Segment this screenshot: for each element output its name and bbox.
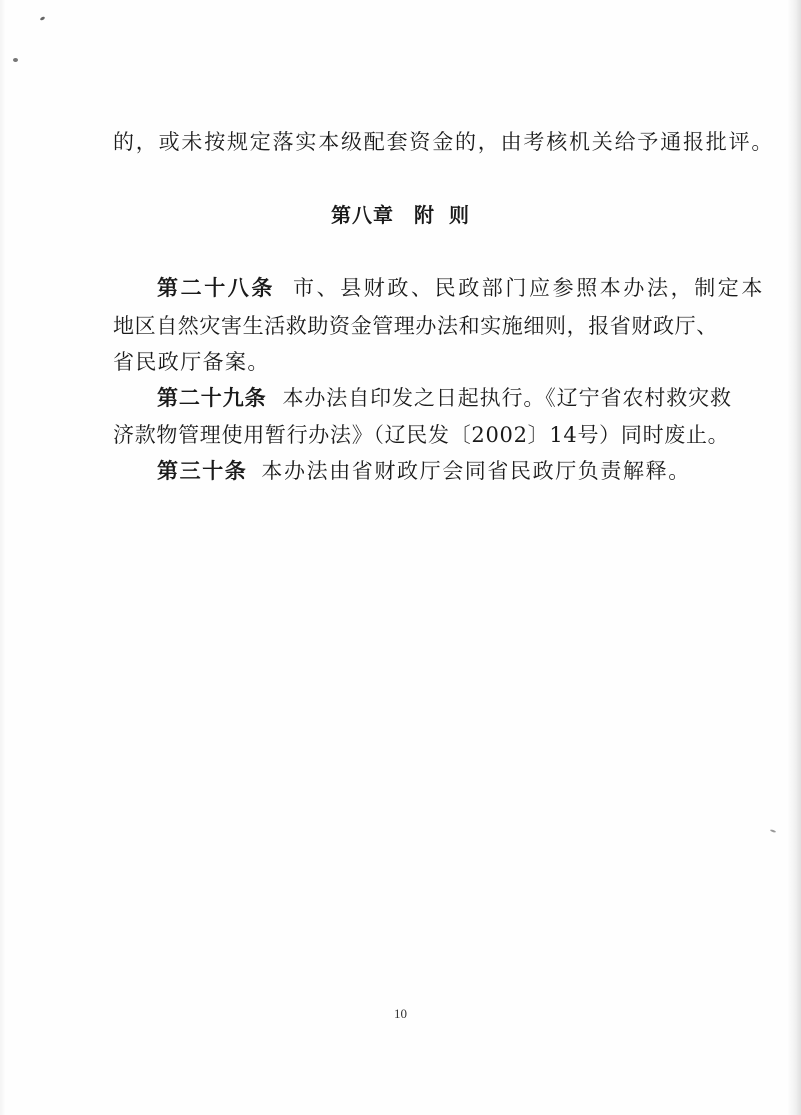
article-28-line-2: 地区自然灾害生活救助资金管理办法和实施细则，报省财政厅、 xyxy=(113,314,718,338)
article-number: 第三十条 xyxy=(157,459,248,483)
scan-shadow-left xyxy=(0,0,6,1115)
article-30-line-1 xyxy=(157,456,691,486)
article-number: 第二十八条 xyxy=(157,276,275,300)
chapter-title-char: 则 xyxy=(449,203,470,227)
chapter-number: 第八章 xyxy=(331,203,394,227)
article-29-line-1 xyxy=(157,383,732,413)
scan-speck xyxy=(40,16,46,21)
page-number: 10 xyxy=(394,1006,407,1021)
scan-speck xyxy=(770,829,776,833)
chapter-heading xyxy=(0,200,801,230)
scan-speck xyxy=(13,58,18,62)
chapter-title-char: 附 xyxy=(414,203,435,227)
scan-shadow-right xyxy=(787,0,801,1115)
article-text: 本办法自印发之日起执行。《辽宁省农村救灾救 xyxy=(282,386,732,410)
article-29-line-2: 济款物管理使用暂行办法》（辽民发〔2002〕14号）同时废止。 xyxy=(113,423,730,447)
article-text: 市、县财政、民政部门应参照本办法，制定本 xyxy=(293,276,765,300)
article-text: 本办法由省财政厅会同省民政厅负责解释。 xyxy=(261,459,691,483)
article-number: 第二十九条 xyxy=(157,386,267,410)
article-28-line-3: 省民政厅备案。 xyxy=(113,350,270,374)
article-28-line-1 xyxy=(157,273,765,303)
continuation-paragraph: 的，或未按规定落实本级配套资金的，由考核机关给予通报批评。 xyxy=(113,130,775,154)
